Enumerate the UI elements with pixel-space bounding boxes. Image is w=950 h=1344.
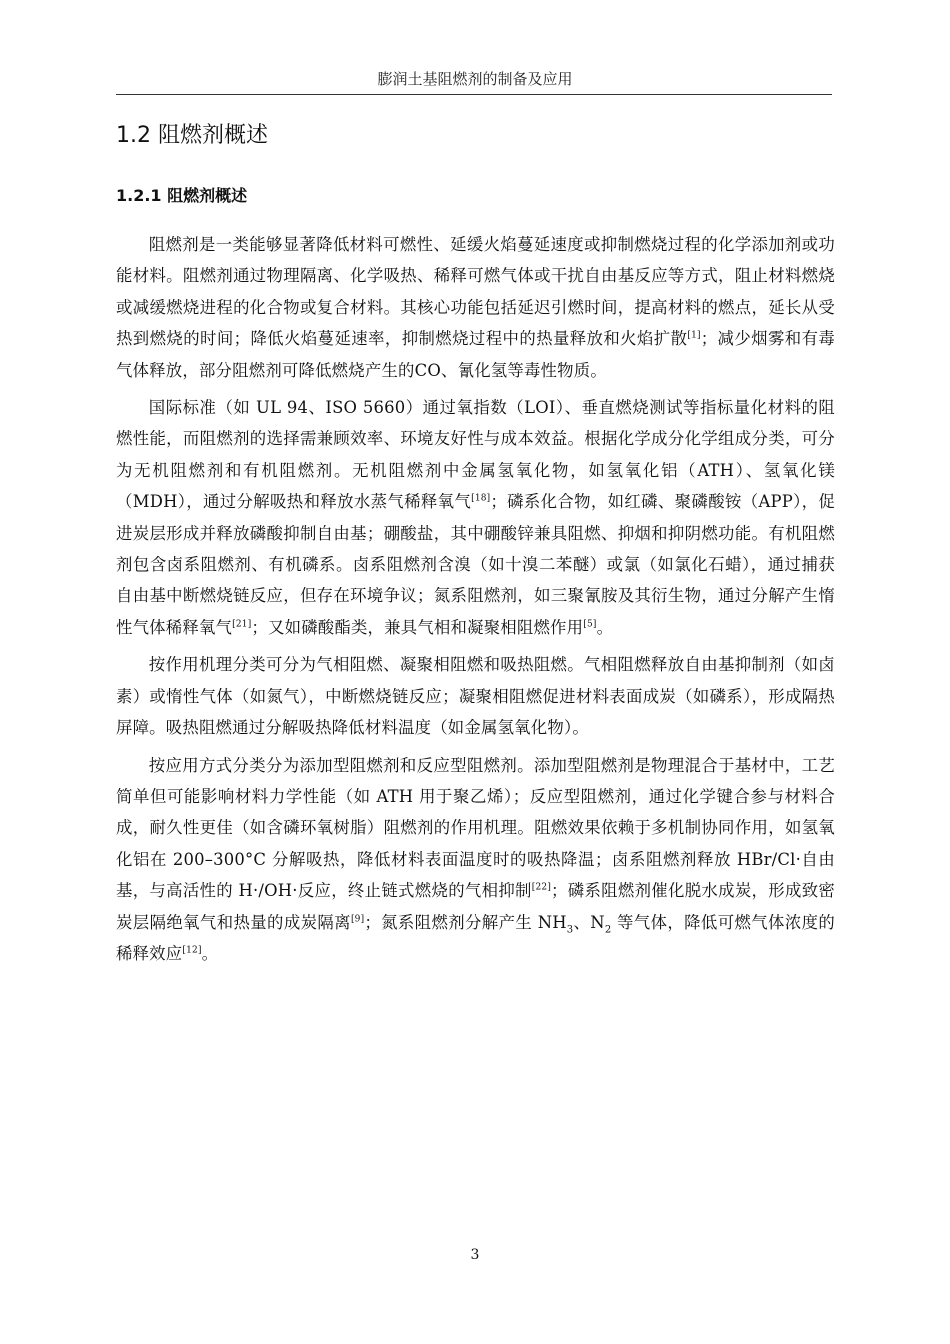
paragraph-classification-mechanism	[116, 649, 835, 743]
text-run: 国际标准（如 UL 94、ISO 5660）通过氧指数（LOI）、垂直燃烧测试等指标量化材料的阻燃性能，而阻燃剂的选择需兼顾效率、环境友好性与成本效益。根据化学成分化学组成分类，可分为无机阻燃剂和有机阻燃剂。无机阻燃剂中金属氢氧化物，如氢氧化铝（ATH）、氢氧化镁（MDH），通过分解吸热和释放水蒸气稀释氧气	[116, 398, 835, 512]
text-run: ；减少烟雾和有毒气体释放，部分阻燃剂可降低燃烧产生的CO、氰化氢等毒性物质。	[116, 329, 835, 380]
subscript: 2	[604, 923, 612, 935]
citation: [18]	[471, 493, 491, 504]
text-run: ；又如磷酸酯类，兼具气相和凝聚相阻燃作用	[251, 617, 584, 637]
citation: [9]	[350, 914, 365, 925]
running-header: 膨润土基阻燃剂的制备及应用	[377, 70, 573, 88]
text-run: ；氮系阻燃剂分解产生 NH	[364, 912, 567, 932]
section-title: 阻燃剂概述	[158, 123, 269, 148]
text-run: 。	[201, 943, 219, 963]
subsection-heading	[116, 183, 247, 206]
body-text	[116, 229, 835, 975]
citation: [22]	[531, 882, 552, 893]
text-run: 、N	[573, 912, 605, 932]
section-heading	[116, 118, 268, 149]
paragraph-definition	[116, 229, 835, 386]
citation: [12]	[182, 945, 202, 956]
text-run: 。	[596, 617, 614, 637]
citation: [1]	[687, 330, 701, 341]
header-rule	[116, 94, 832, 95]
text-run: 等气体，降低可燃气体浓度的稀释效应	[116, 912, 835, 963]
paragraph-classification-application	[116, 750, 835, 970]
text-run: ；磷系阻燃剂催化脱水成炭，形成致密炭层隔绝氧气和热量的成炭隔离	[116, 881, 835, 932]
subscript: 3	[566, 923, 574, 935]
subsection-title: 阻燃剂概述	[167, 186, 248, 205]
paragraph-classification-chemical	[116, 392, 835, 643]
citation: [5]	[583, 619, 597, 630]
text-run: ；磷系化合物，如红磷、聚磷酸铵（APP），促进炭层形成并释放磷酸抑制自由基；硼酸盐，其中硼酸锌兼具阻燃、抑烟和抑阴燃功能。有机阻燃剂包含卤系阻燃剂、有机磷系。卤系阻燃剂含溴（如十溴二苯醚）或氯（如氯化石蜡），通过捕获自由基中断燃烧链反应，但存在环境争议；氮系阻燃剂，如三聚氰胺及其衍生物，通过分解产生惰性气体稀释氧气	[116, 492, 836, 637]
subsection-number: 1.2.1	[116, 186, 162, 205]
text-run: 按应用方式分类分为添加型阻燃剂和反应型阻燃剂。添加型阻燃剂是物理混合于基材中，工艺简单但可能影响材料力学性能（如 ATH 用于聚乙烯）；反应型阻燃剂，通过化学键合参与材料合成，耐久性更佳（如含磷环氧树脂）阻燃剂的作用机理。阻燃效果依赖于多机制协同作用，如氢氧化铝在 200–300°C 分解吸热，降低材料表面温度时的吸热降温；卤系阻燃剂释放 HBr/Cl·自由基，与高活性的 H·/OH·反应，终止链式燃烧的气相抑制	[116, 755, 835, 901]
text-run: 阻燃剂是一类能够显著降低材料可燃性、延缓火焰蔓延速度或抑制燃烧过程的化学添加剂或功能材料。阻燃剂通过物理隔离、化学吸热、稀释可燃气体或干扰自由基反应等方式，阻止材料燃烧或减缓燃烧进程的化合物或复合材料。其核心功能包括延迟引燃时间，提高材料的燃点，延长从受热到燃烧的时间；降低火焰蔓延速率，抑制燃烧过程中的热量释放和火焰扩散	[116, 235, 835, 349]
citation: [21]	[232, 619, 252, 630]
section-number: 1.2	[116, 123, 151, 148]
text-run: 按作用机理分类可分为气相阻燃、凝聚相阻燃和吸热阻燃。气相阻燃释放自由基抑制剂（如卤素）或惰性气体（如氮气），中断燃烧链反应；凝聚相阻燃促进材料表面成炭（如磷系），形成隔热屏障。吸热阻燃通过分解吸热降低材料温度（如金属氢氧化物）。	[116, 655, 835, 738]
page-number: 3	[470, 1247, 480, 1263]
